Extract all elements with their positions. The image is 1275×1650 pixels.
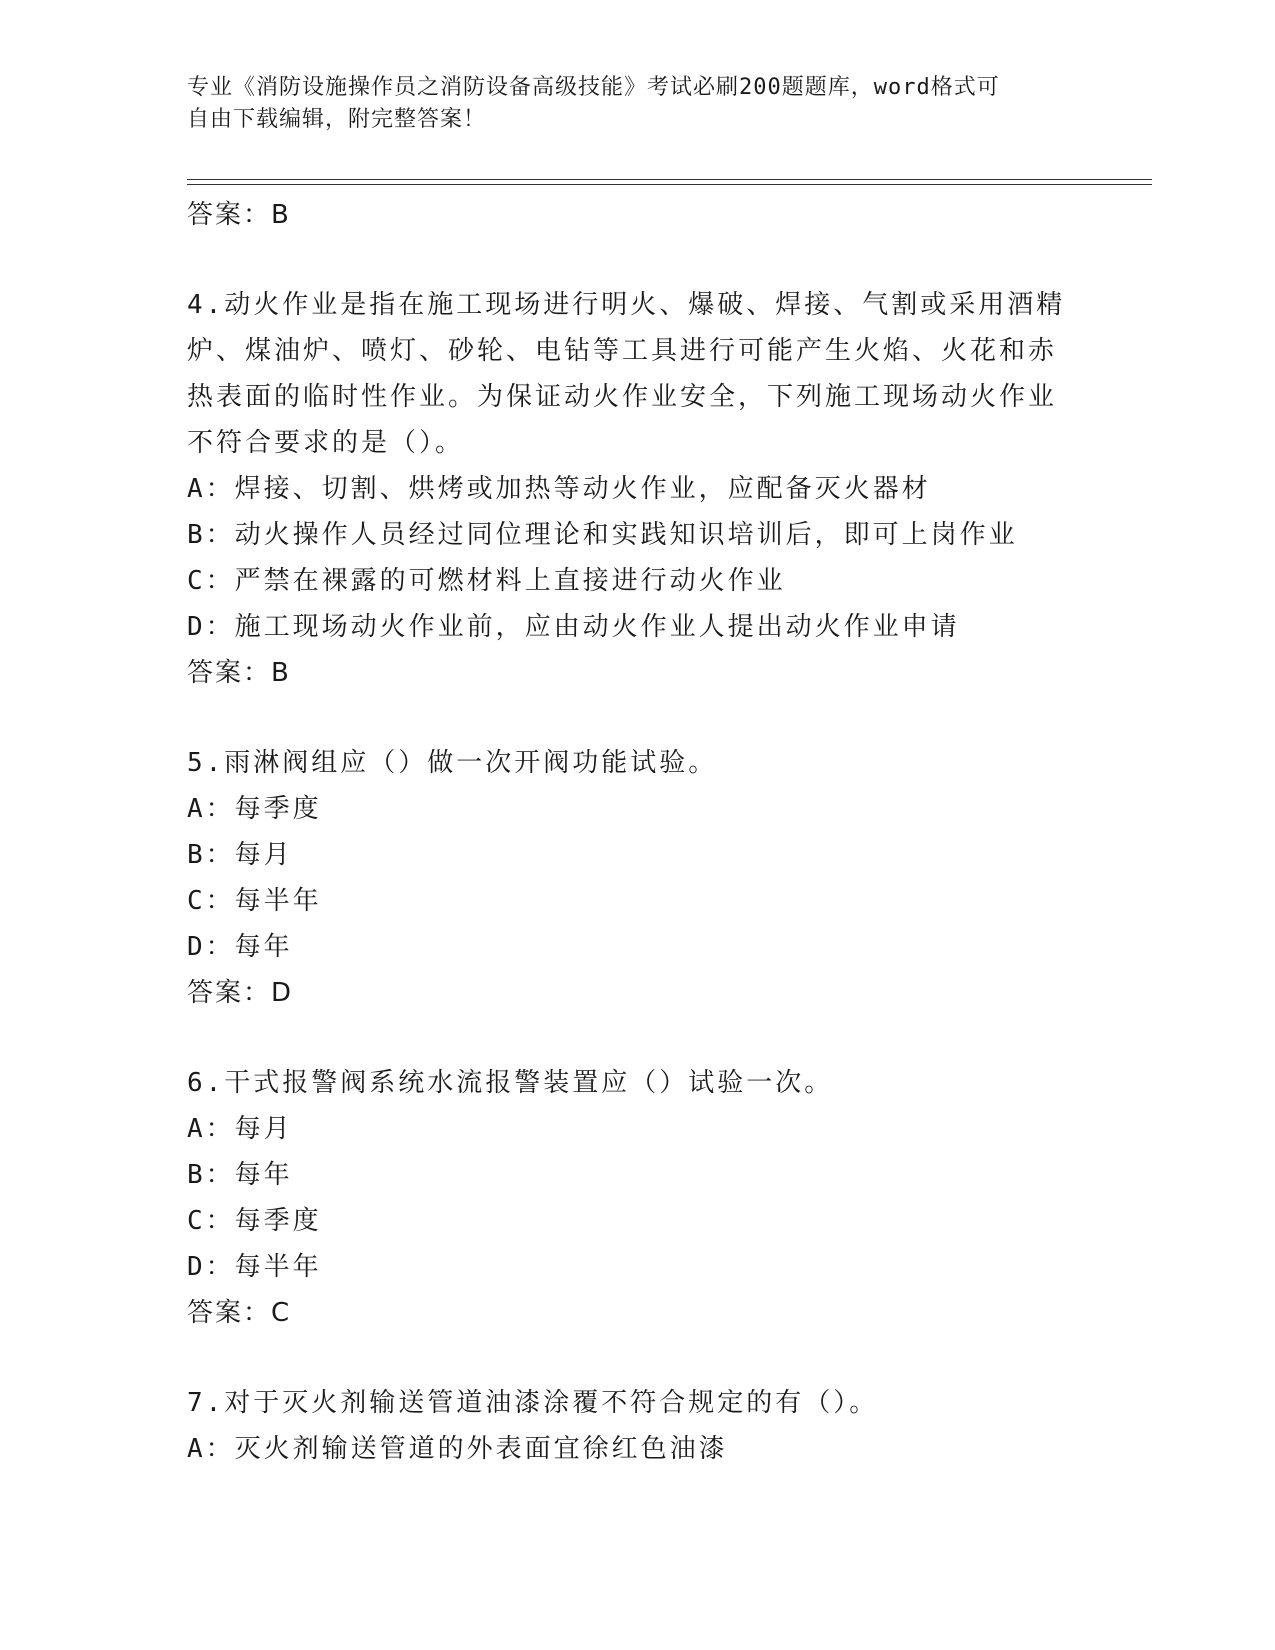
- option-d: D：每年: [187, 932, 293, 962]
- question-stem-line: 热表面的临时性作业。为保证动火作业安全，下列施工现场动火作业: [187, 382, 1058, 412]
- header-divider-top: [187, 179, 1152, 180]
- option-d: D：施工现场动火作业前，应由动火作业人提出动火作业申请: [187, 612, 960, 642]
- option-a: A：每月: [187, 1114, 293, 1144]
- question-stem-line: 4.动火作业是指在施工现场进行明火、爆破、焊接、气割或采用酒精: [187, 290, 1066, 320]
- option-a: A：灭火剂输送管道的外表面宜徐红色油漆: [187, 1434, 728, 1464]
- previous-answer: 答案：B: [187, 200, 291, 230]
- question-stem-line: 7.对于灭火剂输送管道油漆涂覆不符合规定的有（）。: [187, 1388, 879, 1418]
- question-4: [187, 282, 1067, 696]
- option-b: B：每年: [187, 1160, 293, 1190]
- question-stem-line: 5.雨淋阀组应（）做一次开阀功能试验。: [187, 748, 718, 778]
- header-line-2: 自由下载编辑，附完整答案！: [187, 107, 487, 132]
- question-list: [187, 192, 1067, 1472]
- document-header: [187, 72, 1067, 136]
- option-a: A：每季度: [187, 794, 322, 824]
- option-c: C：严禁在裸露的可燃材料上直接进行动火作业: [187, 566, 786, 596]
- question-6: [187, 1060, 1067, 1336]
- answer: 答案：C: [187, 1298, 292, 1328]
- option-d: D：每半年: [187, 1252, 322, 1282]
- question-stem-line: 炉、煤油炉、喷灯、砂轮、电钻等工具进行可能产生火焰、火花和赤: [187, 336, 1058, 366]
- header-divider-bottom: [187, 184, 1152, 185]
- answer: 答案：D: [187, 978, 294, 1008]
- question-5: [187, 740, 1067, 1016]
- question-stem-line: 不符合要求的是（）。: [187, 428, 465, 458]
- option-c: C：每季度: [187, 1206, 322, 1236]
- answer: 答案：B: [187, 658, 291, 688]
- question-stem-line: 6.干式报警阀系统水流报警装置应（）试验一次。: [187, 1068, 834, 1098]
- option-c: C：每半年: [187, 886, 322, 916]
- option-a: A：焊接、切割、烘烤或加热等动火作业，应配备灭火器材: [187, 474, 931, 504]
- option-b: B：每月: [187, 840, 293, 870]
- header-line-1: 专业《消防设施操作员之消防设备高级技能》考试必刷200题题库，word格式可: [187, 75, 1000, 100]
- question-7: [187, 1380, 1067, 1472]
- option-b: B：动火操作人员经过同位理论和实践知识培训后，即可上岗作业: [187, 520, 1018, 550]
